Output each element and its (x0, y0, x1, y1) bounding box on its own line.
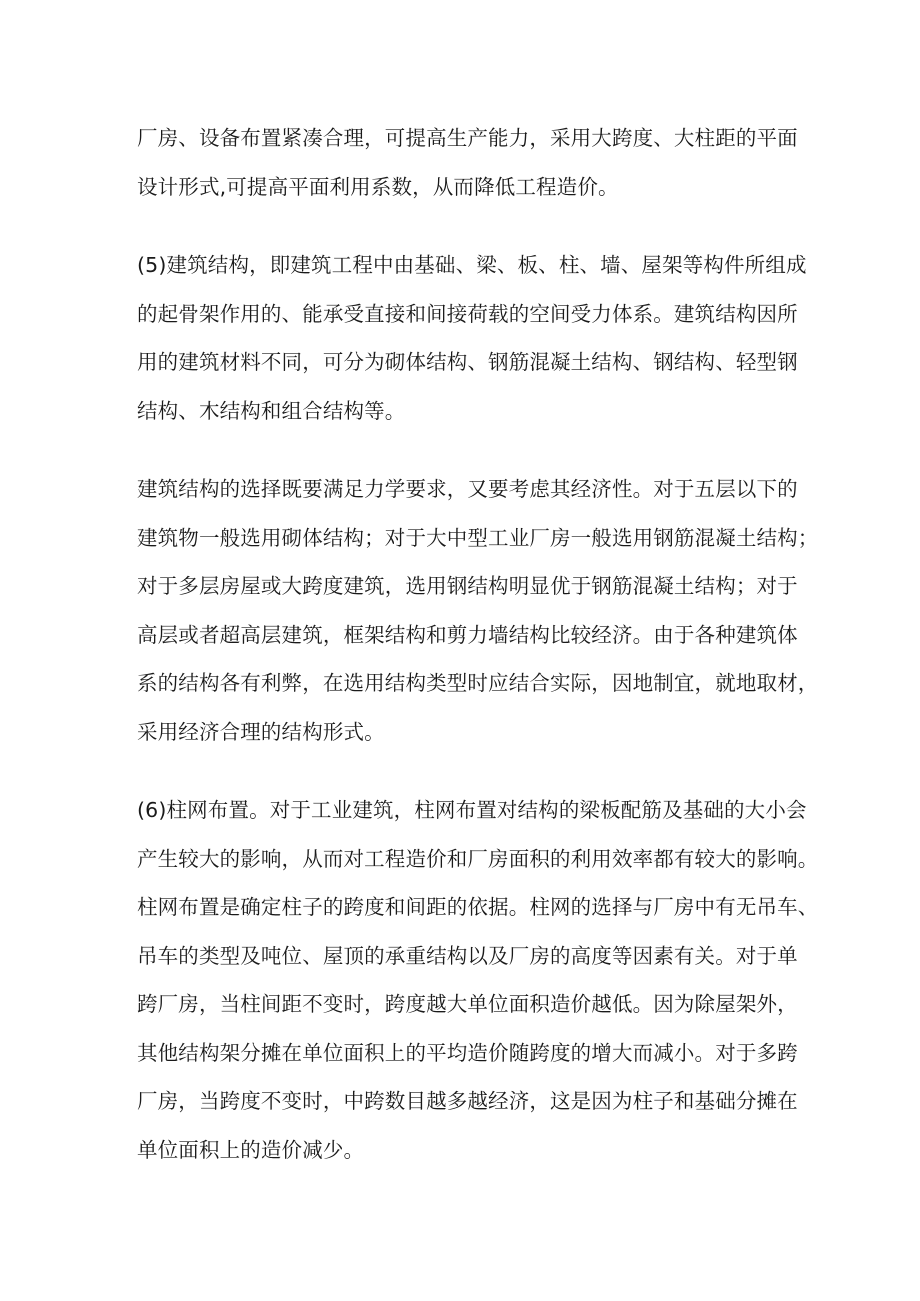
text-line: 的起骨架作用的、能承受直接和间接荷载的空间受力体系。建筑结构因所 (137, 301, 798, 326)
text-line: 产生较大的影响，从而对工程造价和厂房面积的利用效率都有较大的影响。 (137, 846, 819, 871)
paragraph-4 (137, 786, 819, 1174)
text-line: 对于多层房屋或大跨度建筑，选用钢结构明显优于钢筋混凝土结构；对于 (137, 574, 798, 598)
text-line: 其他结构架分摊在单位面积上的平均造价随跨度的增大而减小。对于多跨 (137, 1040, 798, 1065)
text-line: 建筑物一般选用砌体结构；对于大中型工业厂房一般选用钢筋混凝土结构； (137, 525, 819, 550)
text-line: 建筑结构的选择既要满足力学要求，又要考虑其经济性。对于五层以下的 (137, 477, 798, 501)
document-body (137, 114, 819, 1174)
paragraph-2 (137, 241, 807, 435)
text-line: 厂房、设备布置紧凑合理，可提高生产能力，采用大跨度、大柱距的平面 (137, 126, 798, 150)
text-line: 系的结构各有利弊，在选用结构类型时应结合实际，因地制宜，就地取材， (137, 671, 819, 695)
text-line: 结构、木结构和组合结构等。 (137, 398, 406, 423)
text-line: 设计形式,可提高平面利用系数，从而降低工程造价。 (137, 174, 619, 199)
text-line: 跨厂房，当柱间距不变时，跨度越大单位面积造价越低。因为除屋架外， (137, 992, 798, 1016)
text-line: 高层或者超高层建筑，框架结构和剪力墙结构比较经济。由于各种建筑体 (137, 622, 798, 647)
paragraph-3 (137, 465, 819, 756)
text-line: 吊车的类型及吨位、屋顶的承重结构以及厂房的高度等因素有关。对于单 (137, 943, 798, 968)
text-line: 厂房，当跨度不变时，中跨数目越多越经济，这是因为柱子和基础分摊在 (137, 1089, 798, 1113)
text-line: (5)建筑结构，即建筑工程中由基础、梁、板、柱、墙、屋架等构件所组成 (137, 253, 807, 277)
text-line: 用的建筑材料不同，可分为砌体结构、钢筋混凝土结构、钢结构、轻型钢 (137, 350, 798, 374)
text-line: (6)柱网布置。对于工业建筑，柱网布置对结构的梁板配筋及基础的大小会 (137, 798, 807, 822)
text-line: 柱网布置是确定柱子的跨度和间距的依据。柱网的选择与厂房中有无吊车、 (137, 895, 819, 919)
text-line: 单位面积上的造价减少。 (137, 1137, 365, 1162)
text-line: 采用经济合理的结构形式。 (137, 719, 385, 744)
paragraph-1 (137, 114, 797, 211)
